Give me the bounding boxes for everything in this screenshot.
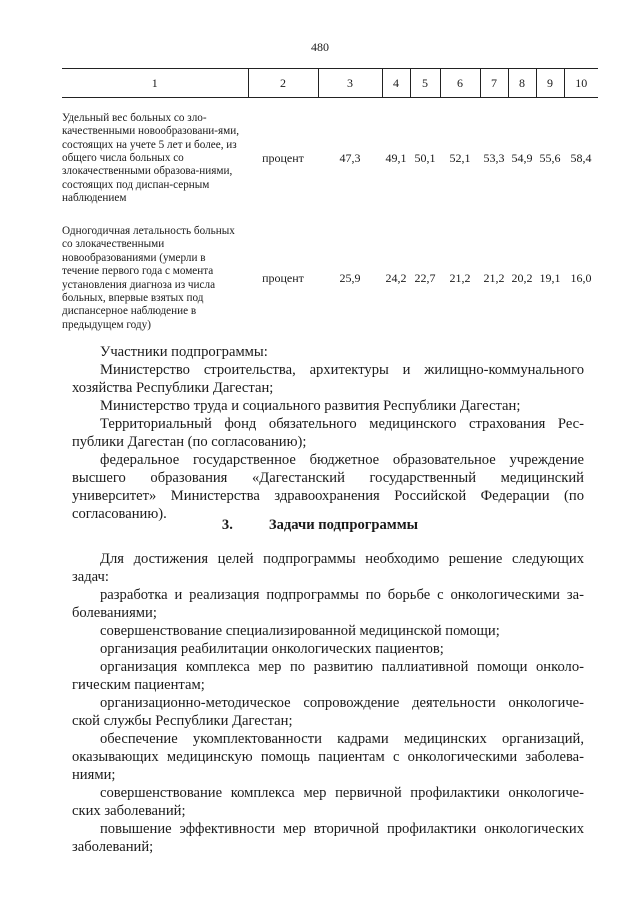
indicator-value: 49,1 (385, 151, 407, 166)
task-item: разработка и реализация подпрограммы по борьбе с онкологическими за-болеваниями; (72, 587, 584, 621)
indicator-value: 20,2 (511, 271, 533, 285)
page-number: 480 (311, 40, 329, 54)
task-item: организация комплекса мер по развитию паллиативной помощи онколо-гическим пациентам; (72, 659, 584, 693)
participant-item: федеральное государственное бюджетное образовательное учреждение высшего образования «Дагестанский государственный медицинский университет» Министерства здравоохранения Российской Федерации (по согласованию). (72, 452, 584, 522)
indicator-value: 55,6 (539, 151, 561, 166)
table-row (62, 220, 598, 338)
section-title: Задачи подпрограммы (268, 517, 419, 533)
task-item: организационно-методическое сопровождение деятельности онкологиче-ской службы Республики Дагестан; (72, 695, 584, 729)
indicator-unit: процент (262, 151, 304, 166)
task-item: совершенствование комплекса мер первичной профилактики онкологиче-ских заболеваний; (72, 785, 584, 819)
column-header: 10 (564, 69, 598, 98)
indicator-value: 25,9 (339, 271, 361, 285)
indicator-value: 50,1 (414, 151, 436, 166)
indicator-unit: процент (262, 271, 304, 285)
column-header: 2 (248, 69, 318, 98)
task-item: совершенствование специализированной медицинской помощи; (100, 623, 500, 639)
column-header: 5 (410, 69, 440, 98)
participants-block (72, 343, 584, 523)
indicator-name: Одногодичная летальность больных со злокачественными новообразованиями (умерли в течение первого года с момента установления диагноза из числа больных, впервые взятых под диспансерное наблюдение в предыдущем году) (62, 224, 235, 331)
indicator-value: 21,2 (449, 271, 471, 285)
tasks-block (72, 550, 584, 856)
section-number: 3. (221, 517, 233, 533)
participants-heading: Участники подпрограммы: (100, 344, 268, 360)
indicator-value: 47,3 (339, 151, 361, 166)
task-item: обеспечение укомплектованности кадрами медицинских организаций, оказывающих медицинскую помощь пациентам с онкологическими заболева-ниями; (72, 731, 584, 783)
column-header: 4 (382, 69, 410, 98)
column-header: 9 (536, 69, 564, 98)
participant-item: Министерство строительства, архитектуры и жилищно-коммунального хозяйства Республики Дагестан; (72, 362, 584, 396)
table-row (62, 98, 598, 220)
column-header: 6 (440, 69, 480, 98)
indicator-value: 24,2 (385, 271, 407, 285)
indicator-value: 21,2 (483, 271, 505, 285)
indicators-table (62, 68, 598, 338)
indicator-value: 52,1 (449, 151, 471, 166)
task-item: повышение эффективности мер вторичной профилактики онкологических заболеваний; (72, 821, 584, 855)
indicator-value: 19,1 (539, 271, 561, 285)
task-item: организация реабилитации онкологических пациентов; (100, 641, 444, 657)
participant-item: Территориальный фонд обязательного медицинского страхования Рес-публики Дагестан (по согласованию); (72, 416, 584, 450)
column-header: 8 (508, 69, 536, 98)
indicator-name: Удельный вес больных со зло-качественными новообразовани-ями, состоящих на учете 5 лет и более, из общего числа больных со злокачественными образова-ниями, состоящих под диспан-серным наблюдением (62, 111, 240, 205)
indicator-value: 54,9 (511, 151, 533, 166)
indicator-value: 16,0 (570, 271, 592, 285)
indicator-value: 53,3 (483, 151, 505, 166)
participant-item: Министерство труда и социального развития Республики Дагестан; (100, 398, 521, 414)
indicator-value: 22,7 (414, 271, 436, 285)
table-header-row (62, 69, 598, 98)
tasks-intro: Для достижения целей подпрограммы необходимо решение следующих задач: (72, 551, 584, 585)
column-header: 1 (62, 69, 248, 98)
indicator-value: 58,4 (570, 151, 592, 166)
column-header: 3 (318, 69, 382, 98)
column-header: 7 (480, 69, 508, 98)
section-heading (0, 517, 640, 534)
